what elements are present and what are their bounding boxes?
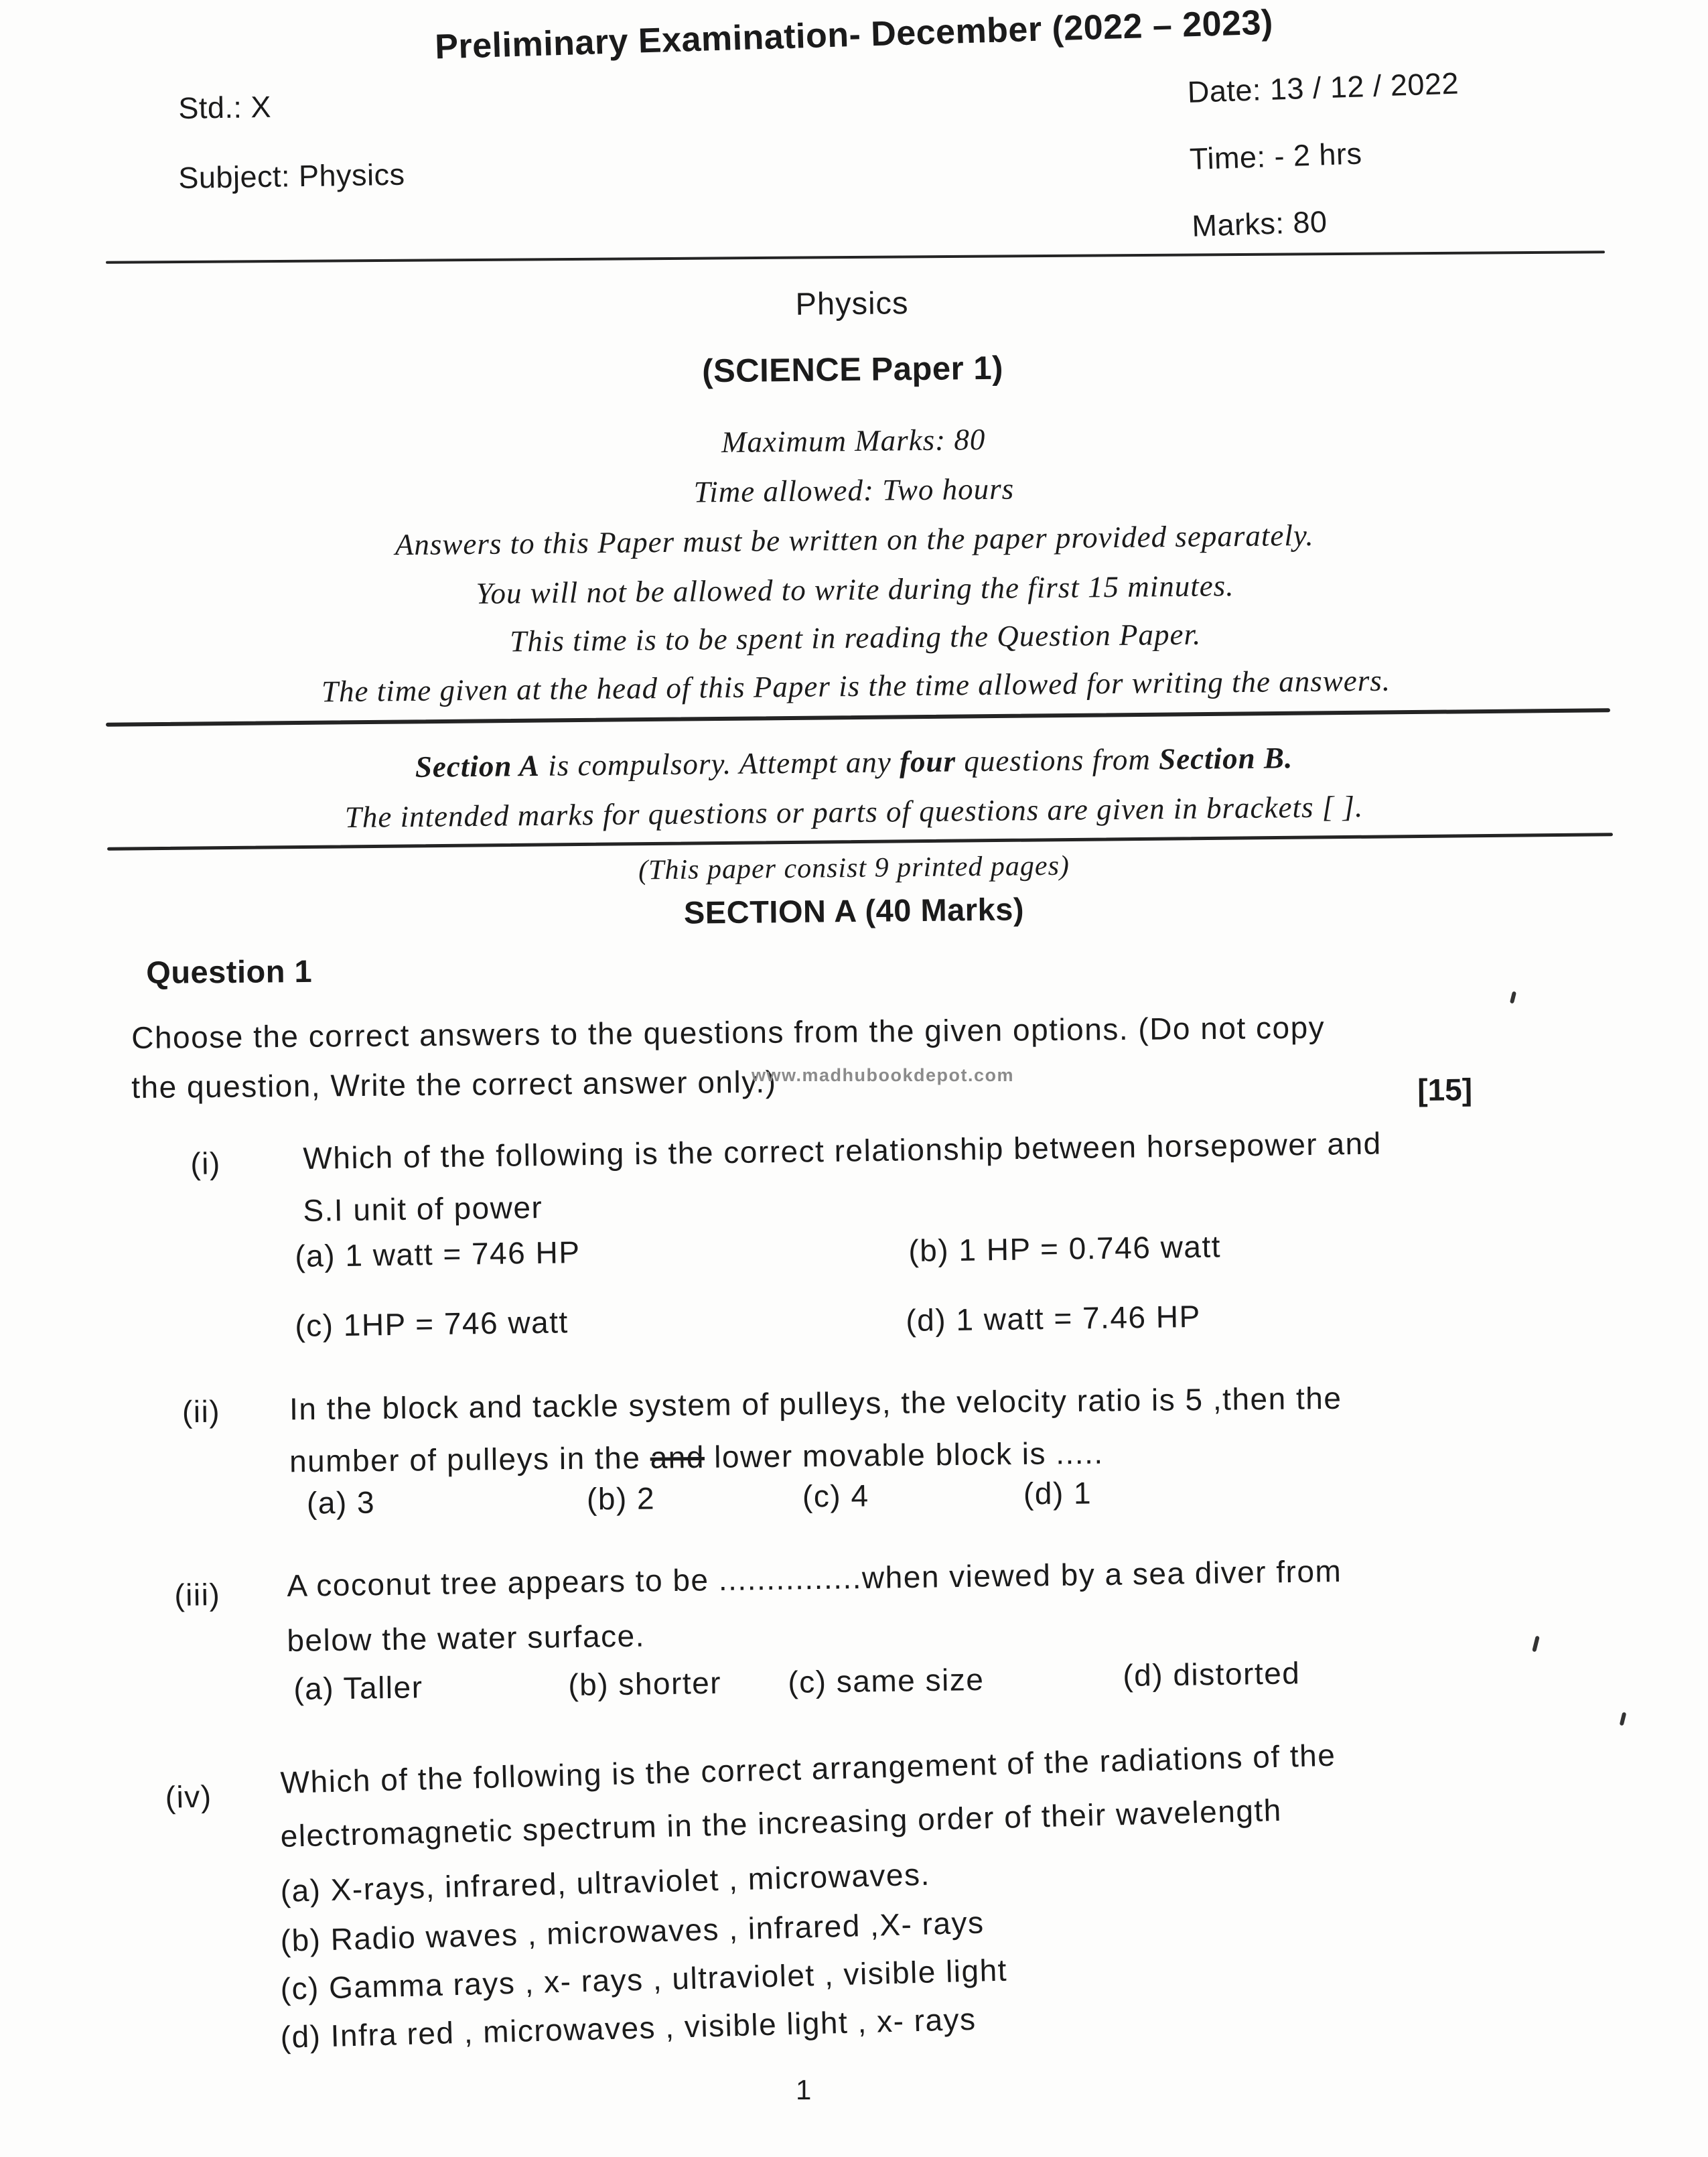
scan-artifact (1620, 1712, 1627, 1726)
question-1-heading: Question 1 (146, 953, 313, 990)
paper-subtitle: (SCIENCE Paper 1) (701, 350, 1004, 390)
watermark: www.madhubookdepot.com (752, 1065, 1015, 1085)
q1-intro-line-1: Choose the correct answers to the questions from the given options. (Do not copy (131, 1010, 1326, 1055)
q1-item-iii-line-2: below the water surface. (287, 1618, 646, 1658)
q1-item-iii-number: (iii) (174, 1577, 221, 1612)
max-marks-note: Maximum Marks: 80 (721, 422, 986, 460)
q1-item-iv-number: (iv) (165, 1779, 213, 1815)
q1-item-i-option-d: (d) 1 watt = 7.46 HP (906, 1298, 1202, 1338)
q1-item-iii-line-1: A coconut tree appears to be ...............when viewed by a sea diver from (287, 1553, 1342, 1603)
q1-item-iii-option-d: (d) distorted (1123, 1655, 1301, 1693)
time-label: Time: - 2 hrs (1189, 136, 1363, 176)
q1-item-ii-line-1: In the block and tackle system of pulleys, the velocity ratio is 5 ,then the (289, 1380, 1342, 1427)
q1-item-ii-option-d: (d) 1 (1023, 1475, 1092, 1511)
section-a-heading: SECTION A (40 Marks) (683, 891, 1025, 930)
std-label: Std.: X (178, 89, 272, 125)
q1-item-ii-option-a: (a) 3 (306, 1484, 376, 1521)
q1-item-iii-option-c: (c) same size (788, 1661, 985, 1699)
instruction-line-2: You will not be allowed to write during the first 15 minutes. (476, 569, 1234, 610)
scan-artifact (1510, 991, 1516, 1004)
q1-item-i-line-2: S.I unit of power (303, 1190, 543, 1228)
divider-middle (106, 708, 1610, 727)
four-bold: four (899, 744, 956, 779)
header-meta-right (1187, 66, 1465, 276)
section-a-bold: Section A (415, 748, 541, 784)
section-b-bold: Section B. (1158, 741, 1293, 776)
instruction-line-1: Answers to this Paper must be written on the paper provided separately. (395, 518, 1314, 562)
paper-title-block (0, 276, 1708, 713)
q1-item-ii-number: (ii) (182, 1393, 221, 1430)
q1-item-iii-option-a: (a) Taller (293, 1669, 423, 1706)
q1-item-ii-option-b: (b) 2 (586, 1480, 656, 1517)
instruction-line-3: This time is to be spent in reading the Question Paper. (509, 617, 1202, 658)
marks-label: Marks: 80 (1191, 204, 1328, 243)
q1-item-ii-struck-word: and (650, 1439, 705, 1475)
scan-artifact (1532, 1636, 1540, 1653)
instruction-line-4: The time given at the head of this Paper is the time allowed for writing the answers. (321, 663, 1391, 709)
q1-item-i-number: (i) (190, 1145, 222, 1181)
q1-item-iv-option-a: (a) X-rays, infrared, ultraviolet , microwaves. (280, 1856, 931, 1908)
q1-item-ii-option-c: (c) 4 (802, 1478, 869, 1514)
q1-item-ii-line-2 (289, 1435, 1104, 1480)
section-rule-line-2: The intended marks for questions or parts of questions are given in brackets [ ]. (344, 790, 1364, 834)
section-rule-text: is compulsory. Attempt any (539, 745, 900, 782)
q1-item-iv-line-2: electromagnetic spectrum in the increasing order of their wavelength (280, 1792, 1283, 1854)
q1-item-iv-option-b: (b) Radio waves , microwaves , infrared ,X- rays (280, 1904, 985, 1958)
paper-name: Physics (795, 285, 909, 322)
q1-marks-bracket: [15] (1417, 1072, 1473, 1107)
q1-item-iv-option-d: (d) Infra red , microwaves , visible light , x- rays (280, 2001, 977, 2055)
pages-note: (This paper consist 9 printed pages) (638, 850, 1070, 886)
q1-item-iv-line-1: Which of the following is the correct arrangement of the radiations of the (280, 1737, 1336, 1800)
section-rule-text-2: questions from (955, 742, 1159, 778)
page-number: 1 (796, 2074, 812, 2105)
q1-item-i-option-c: (c) 1HP = 746 watt (295, 1304, 569, 1343)
subject-label: Subject: Physics (178, 157, 405, 195)
q1-item-i-option-a: (a) 1 watt = 746 HP (295, 1235, 581, 1273)
exam-title: Preliminary Examination- December (2022 – 2023) (434, 3, 1274, 67)
date-label: Date: 13 / 12 / 2022 (1187, 66, 1460, 109)
q1-item-ii-line-2-suffix: lower movable block is ..... (704, 1435, 1104, 1474)
q1-intro-line-2: the question, Write the correct answer only.) (131, 1064, 777, 1105)
q1-item-iii-option-b: (b) shorter (568, 1665, 722, 1702)
q1-item-ii-line-2-prefix: number of pulleys in the (289, 1440, 650, 1479)
q1-item-iv-option-c: (c) Gamma rays , x- rays , ultraviolet , visible light (280, 1952, 1008, 2006)
q1-item-i-option-b: (b) 1 HP = 0.746 watt (908, 1229, 1222, 1268)
section-rule-line-1 (0, 736, 1708, 789)
time-allowed-note: Time allowed: Two hours (693, 472, 1015, 509)
q1-item-i-line-1: Which of the following is the correct relationship between horsepower and (303, 1125, 1382, 1176)
